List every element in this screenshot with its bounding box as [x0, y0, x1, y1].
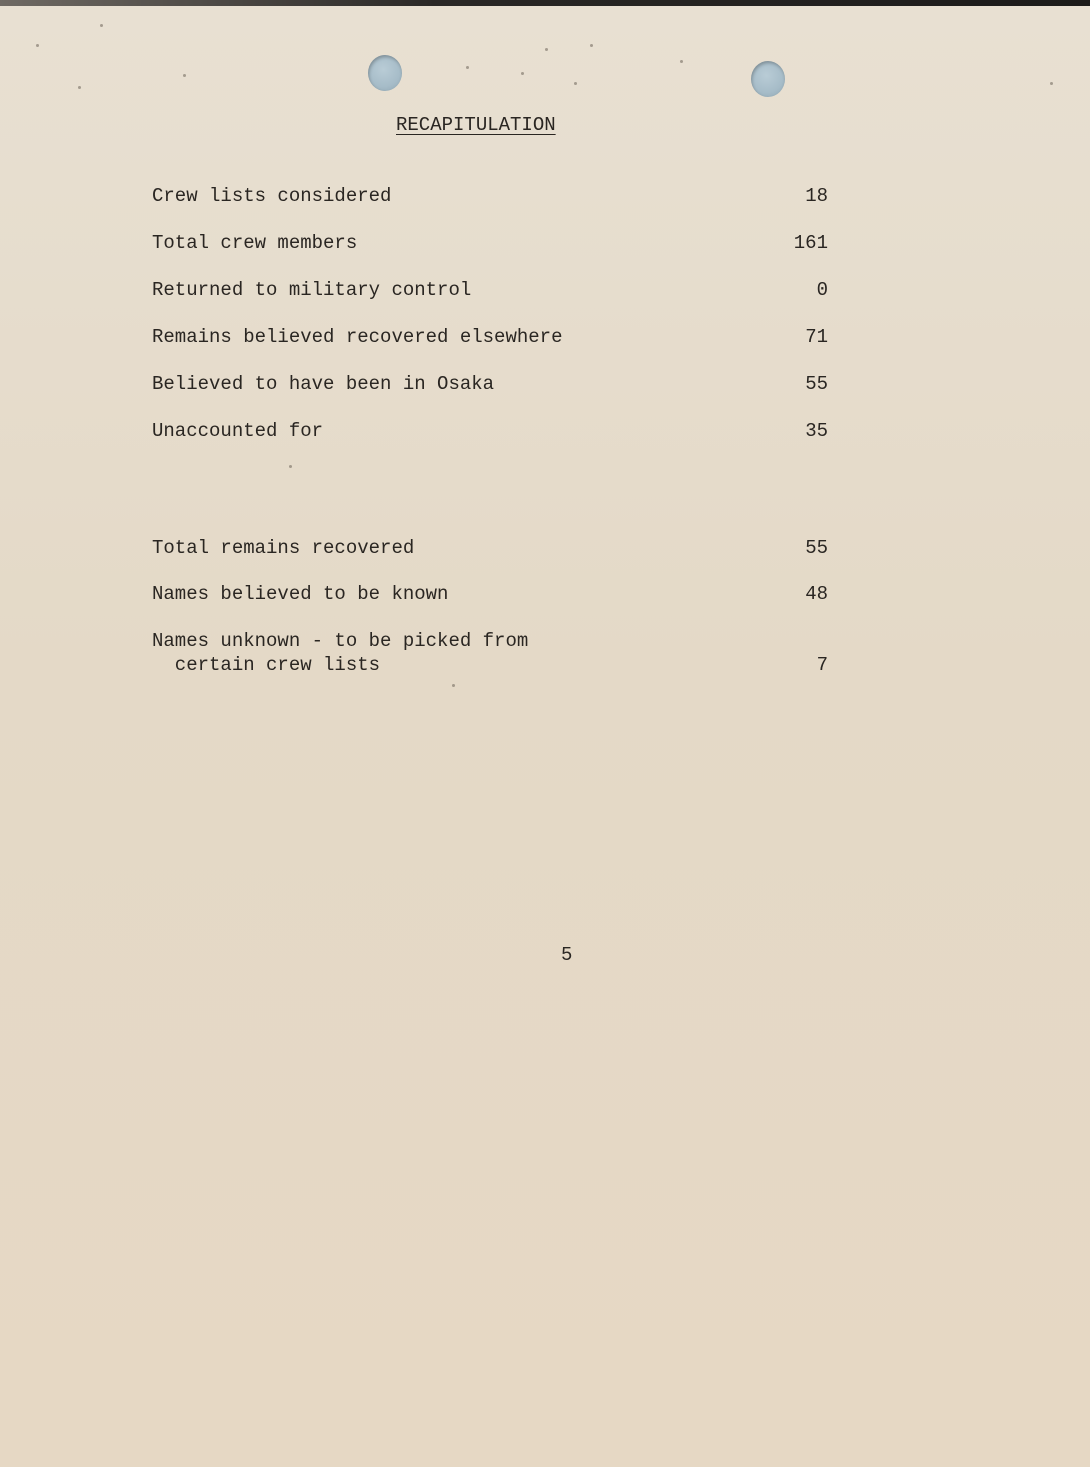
row-value: 55	[805, 537, 828, 559]
page-number: 5	[561, 944, 573, 966]
row-label: Returned to military control	[152, 279, 472, 301]
paper-speck	[680, 60, 683, 63]
paper-speck	[574, 82, 577, 85]
paper-speck	[78, 86, 81, 89]
paper-speck	[289, 465, 292, 468]
row-value: 18	[805, 185, 828, 207]
page-top-edge	[0, 0, 1090, 6]
punch-hole-right	[751, 61, 785, 97]
row-label: Names believed to be known	[152, 583, 449, 605]
row-value: 161	[793, 232, 828, 254]
page-title: RECAPITULATION	[396, 114, 556, 136]
row-label: Believed to have been in Osaka	[152, 373, 495, 395]
row-label: Total crew members	[152, 232, 358, 254]
row-value: 48	[805, 583, 828, 605]
paper-speck	[1050, 82, 1053, 85]
paper-speck	[466, 66, 469, 69]
paper-speck	[590, 44, 593, 47]
row-label: Crew lists considered	[152, 185, 392, 207]
row-label: Names unknown - to be picked from certain crew lists	[152, 630, 529, 676]
row-label: Unaccounted for	[152, 420, 324, 442]
paper-speck	[183, 74, 186, 77]
paper-speck	[36, 44, 39, 47]
row-value: 55	[805, 373, 828, 395]
paper-speck	[100, 24, 103, 27]
paper-speck	[452, 684, 455, 687]
row-label: Total remains recovered	[152, 537, 415, 559]
row-value: 71	[805, 326, 828, 348]
row-label: Remains believed recovered elsewhere	[152, 326, 563, 348]
paper-speck	[545, 48, 548, 51]
row-value: 35	[805, 420, 828, 442]
row-value: 7	[816, 654, 828, 676]
row-value: 0	[816, 279, 828, 301]
paper-speck	[521, 72, 524, 75]
punch-hole-left	[368, 55, 402, 91]
